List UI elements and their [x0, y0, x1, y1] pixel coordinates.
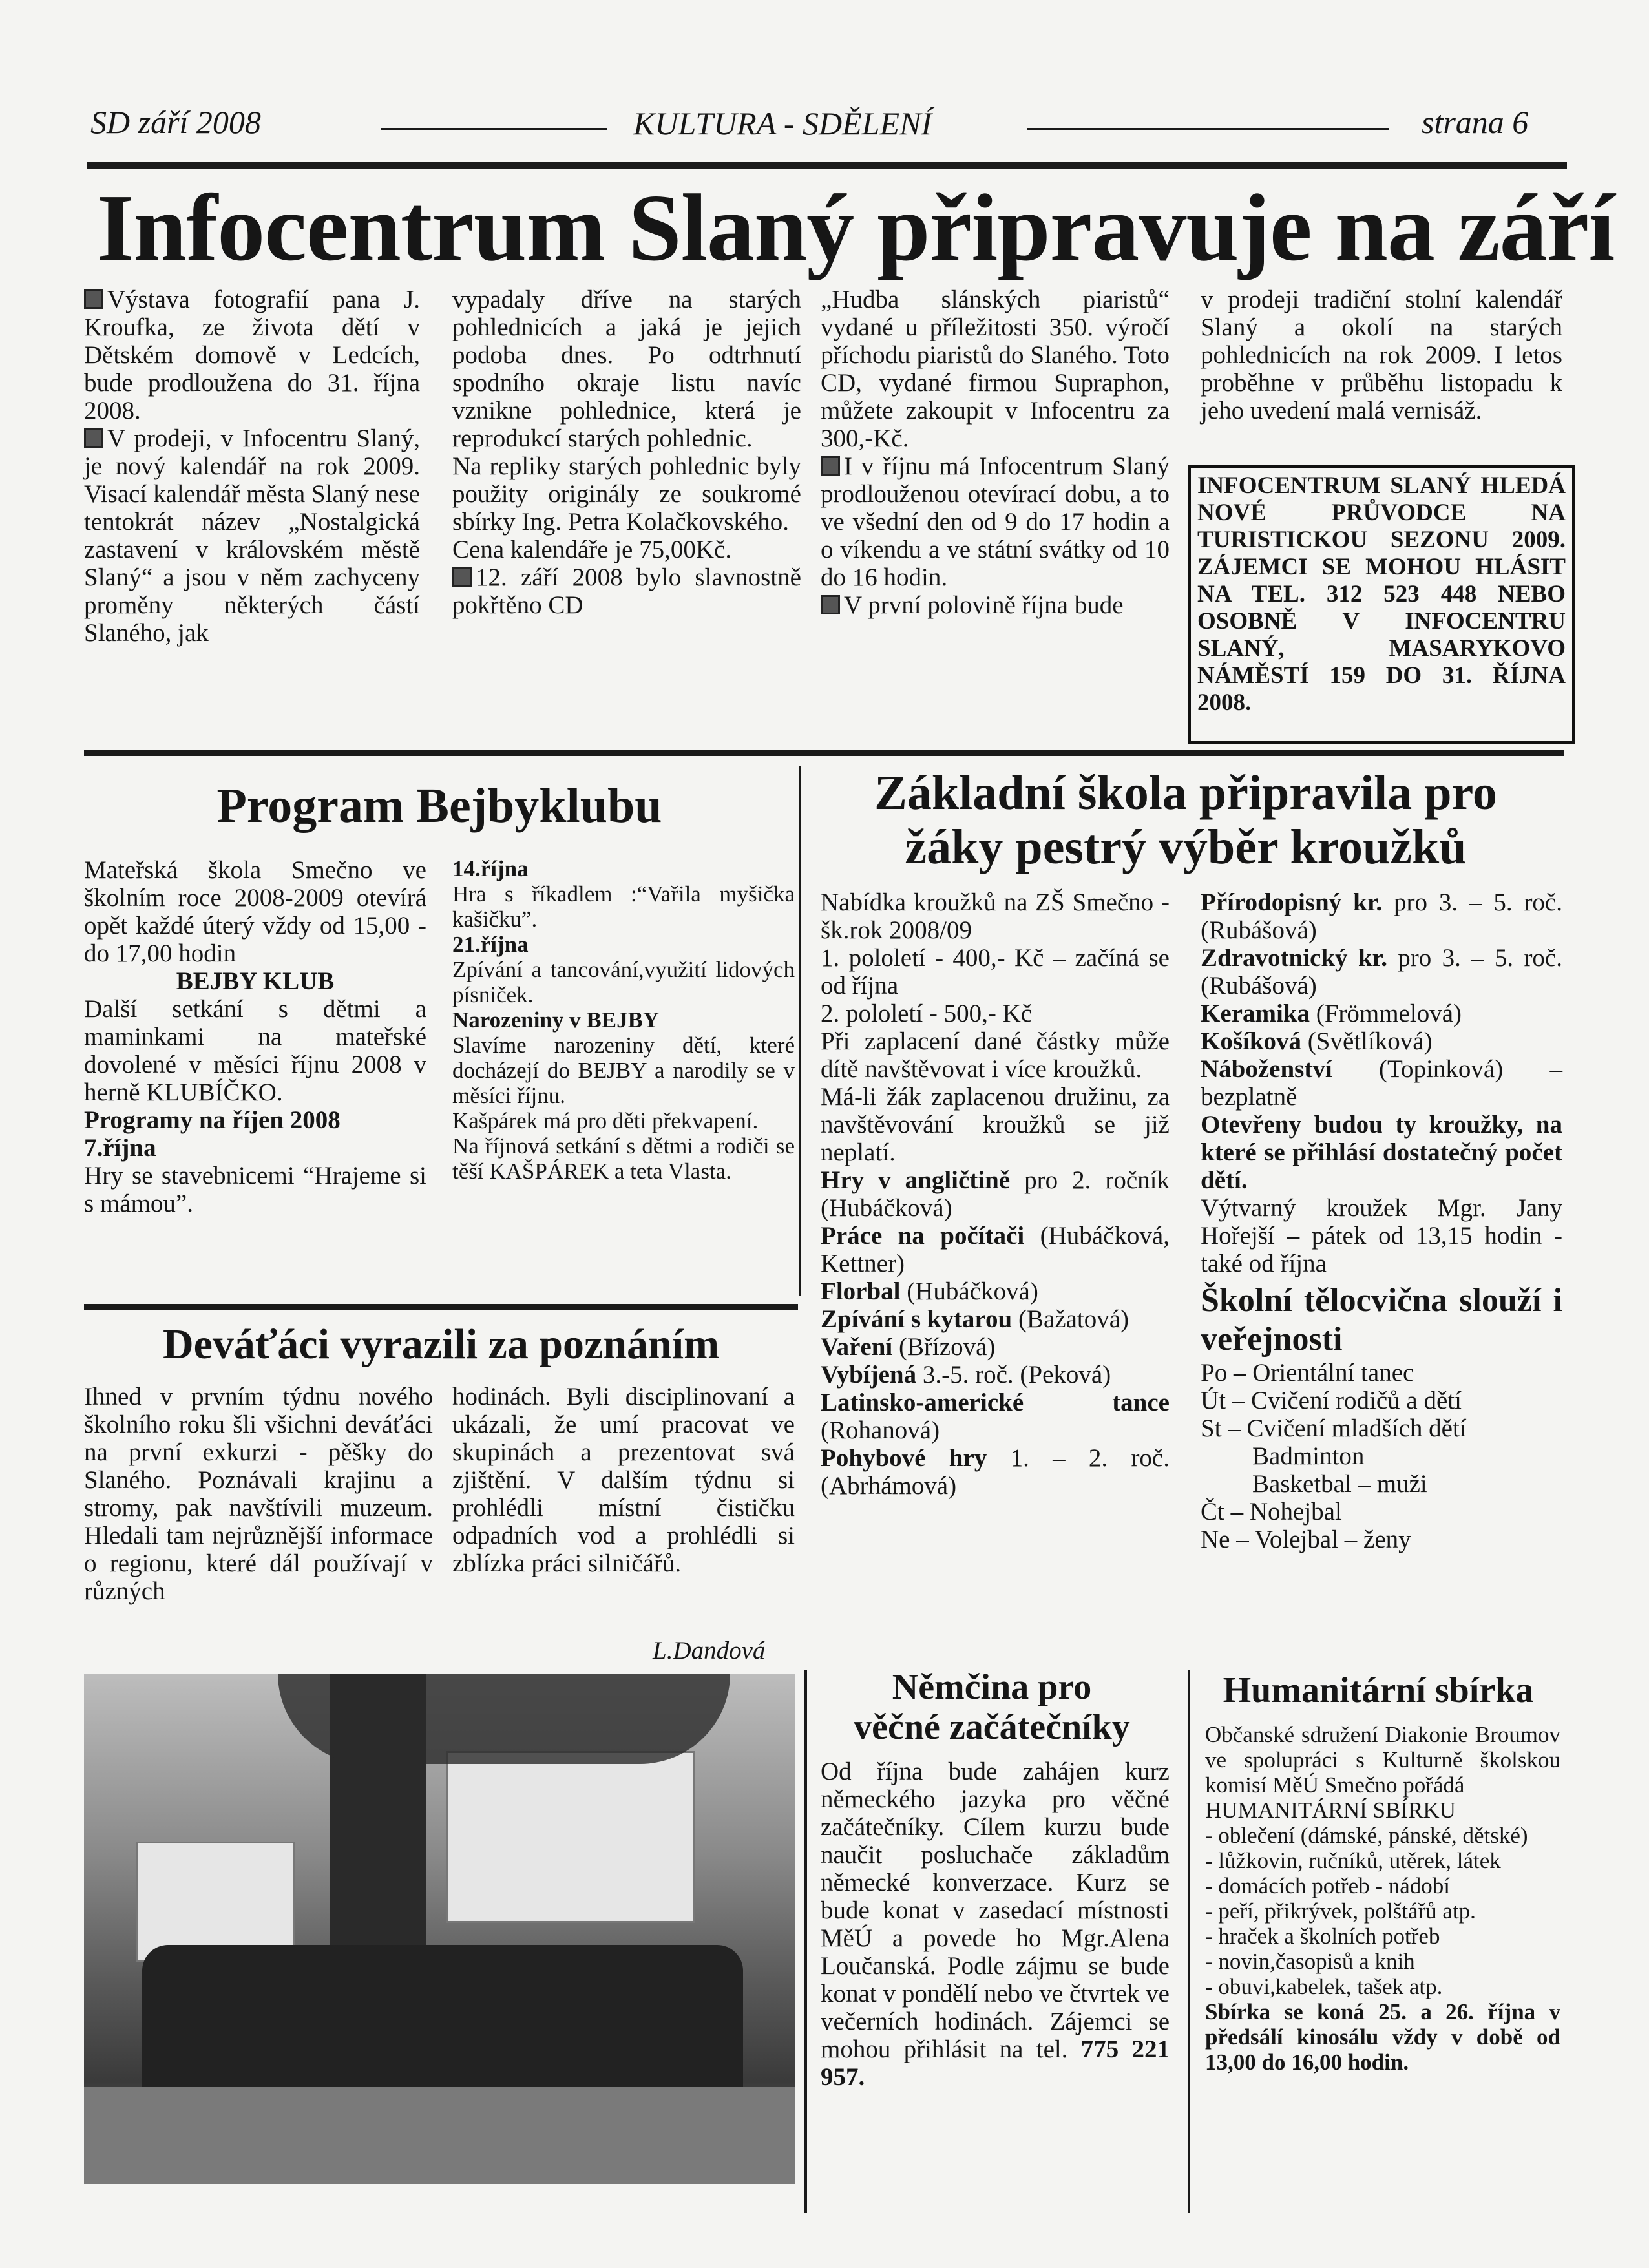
- infocentrum-guide-box: INFOCENTRUM SLANÝ HLEDÁ NOVÉ PRŮVODCE NA TURISTICKOU SEZONU 2009. ZÁJEMCI SE MOHOU HLÁSIT NA TEL. 312 523 448 NEBO OSOBNĚ V INFOCENTRU SLANÝ, MASARYKOVO NÁMĚSTÍ 159 DO 31. ŘÍJNA 2008.: [1188, 465, 1575, 744]
- devataci-author: L.Dandová: [653, 1637, 766, 1664]
- humanitarni-text: Občanské sdružení Diakonie Broumov ve spolupráci s Kulturně školskou komisí MěÚ Smečno pořádá HUMANITÁRNÍ SBÍRKU - oblečení (dámské, pánské, dětské) - lůžkovin, ručníků, utěrek, látek - domácích potřeb - nádobí - peří, přikrývek, polštářů atp. - hraček a školních potřeb - novin,časopisů a knih - obuvi,kabelek, tašek atp. Sbírka se koná 25. a 26. října v předsálí kinosálu vždy v době od 13,00 do 16,00 hodin.: [1205, 1722, 1560, 2075]
- bullet-square-icon: [84, 428, 103, 448]
- bullet-square-icon: [452, 567, 472, 587]
- header-rule-right: [1027, 128, 1389, 130]
- nemcina-left-rule: [804, 1670, 807, 2213]
- bullet-square-icon: [84, 289, 103, 309]
- bejby-right-col: 14.října Hra s říkadlem :“Vařila myšička kašičku”. 21.října Zpívání a tancování,využití lidových písniček. Narozeniny v BEJBY Slavíme narozeniny dětí, které docházejí do BEJBY a narodily se v měsíci říjnu. Kašpárek má pro děti překvapení. Na říjnová setkání s dětmi a rodiči se těší KAŠPÁREK a teta Vlasta.: [452, 856, 795, 1184]
- infocentrum-col3: „Hudba slánských piaristů“ vydané u příležitosti 350. výročí příchodu piaristů do Slaného. Toto CD, vydané firmou Supraphon, můžete zakoupit v Infocentru za 300,-Kč. I v říjnu má Infocentrum Slaný prodlouženou otevírací dobu, a to ve všední den od 9 do 17 hodin a o víkendu a ve státní svátky od 10 do 16 hodin. V první polovině října bude: [821, 286, 1170, 619]
- header-left: SD září 2008: [90, 104, 261, 140]
- infocentrum-col2: vypadaly dříve na starých pohlednicích a jaká je jejich podoba dnes. Po odtrhnutí spodního okraje listu navíc vznikne pohlednice, která je reprodukcí starých pohlednic. Na repliky starých pohlednic byly použity originály ze soukromé sbírky Ing. Petra Kolačkovského. Cena kalendáře je 75,00Kč. 12. září 2008 bylo slavnostně pokřtěno CD: [452, 286, 801, 619]
- zs-right-col: Přírodopisný kr. pro 3. – 5. roč. (Rubášová) Zdravotnický kr. pro 3. – 5. roč. (Rubášová) Keramika (Frömmelová) Košíková (Světlíková) Náboženství (Topinková) – bezplatně Otevřeny budou ty kroužky, na které se přihlásí dostatečný počet dětí. Výtvarný kroužek Mgr. Jany Hořejší – pátek od 13,15 hodin - také od října Školní tělocvična slouží i veřejnosti Po – Orientální tanec Út – Cvičení rodičů a dětí St – Cvičení mladších dětí Badminton Basketbal – muži Čt – Nohejbal Ne – Volejbal – ženy: [1201, 888, 1562, 1553]
- bullet-square-icon: [821, 456, 840, 476]
- devataci-title: Deváťáci vyrazili za poznáním: [162, 1321, 720, 1368]
- header-right: strana 6: [1422, 104, 1529, 140]
- column-divider-mid: [799, 766, 801, 1296]
- nemcina-text: Od října bude zahájen kurz německého jazyka pro věčné začátečníky. Cílem kurzu bude naučit posluchače základům německé konverzace. Kurz se bude konat v zasedací místnosti MěÚ a povede ho Mgr.Alena Loučanská. Podle zájmu se bude konat v pondělí nebo ve čtvrtek ve večerních hodinách. Zájemci se mohou přihlásit na tel. 775 221 957.: [821, 1758, 1170, 2091]
- class-group-photo: [84, 1674, 795, 2184]
- section-divider-2: [84, 1304, 798, 1310]
- devataci-col2: hodinách. Byli disciplinovaní a ukázali, že umí pracovat ve skupinách a prezentovat svá zjištění. V dalším týdnu si prohlédli místní čističku odpadních vod a prohlédli si zblízka práci silničářů.: [452, 1383, 795, 1577]
- zs-title: Základní škola připravila pro žáky pestrý výběr kroužků: [874, 766, 1497, 874]
- infocentrum-col1: Výstava fotografií pana J. Kroufka, ze života dětí v Dětském domově v Ledcích, bude prodloužena do 31. října 2008. V prodeji, v Infocentru Slaný, je nový kalendář na rok 2009. Visací kalendář města Slaný nese tentokrát název „Nostalgická zastavení v královském městě Slaný“ a jsou v něm zachyceny proměny některých částí Slaného, jak: [84, 286, 420, 647]
- humanitarni-title: Humanitární sbírka: [1223, 1670, 1534, 1710]
- infocentrum-title: Infocentrum Slaný připravuje na září: [97, 175, 1615, 281]
- zs-left-col: Nabídka kroužků na ZŠ Smečno - šk.rok 2008/09 1. pololetí - 400,- Kč – začíná se od října 2. pololetí - 500,- Kč Při zaplacení dané částky může dítě navštěvovat i více kroužků. Má-li žák zaplacenou družinu, za navštěvování kroužků se již neplatí. Hry v angličtině pro 2. ročník (Hubáčková) Práce na počítači (Hubáčková, Kettner) Florbal (Hubáčková) Zpívání s kytarou (Bažatová) Vaření (Břízová) Vybíjená 3.-5. roč. (Peková) Latinsko-americké tance (Rohanová) Pohybové hry 1. – 2. roč. (Abrhámová): [821, 888, 1170, 1500]
- header-bar: [87, 162, 1567, 169]
- bejby-left-col: Mateřská škola Smečno ve školním roce 2008-2009 otevírá opět každé úterý vždy od 15,00 - do 17,00 hodin BEJBY KLUB Další setkání s dětmi a maminkami na mateřské dovolené v měsíci říjnu 2008 v herně KLUBÍČKO. Programy na říjen 2008 7.října Hry se stavebnicemi “Hrajeme si s mámou”.: [84, 856, 426, 1217]
- devataci-col1: Ihned v prvním týdnu nového školního roku šli všichni deváťáci na první exkurzi - pěšky do Slaného. Poznávali krajinu a stromy, pak navštívili muzeum. Hledali tam nejrůznější informace o regionu, které dál používají v různých: [84, 1383, 433, 1605]
- gym-title: Školní tělocvična slouží i veřejnosti: [1201, 1282, 1562, 1358]
- bejby-club-name: BEJBY KLUB: [176, 967, 335, 995]
- bullet-square-icon: [821, 595, 840, 614]
- nemcina-title: Němčina pro věčné začátečníky: [854, 1667, 1130, 1747]
- infocentrum-col4: v prodeji tradiční stolní kalendář Slaný a okolí na starých pohlednicích na rok 2009. I letos proběhne v průběhu listopadu k jeho uvedení malá vernisáž.: [1201, 286, 1562, 425]
- section-divider-1: [84, 750, 1564, 756]
- bejby-title: Program Bejbyklubu: [216, 779, 662, 833]
- humanitarni-left-rule: [1188, 1670, 1190, 2213]
- header-center: KULTURA - SDĚLENÍ: [633, 105, 932, 142]
- header-rule-left: [381, 128, 607, 130]
